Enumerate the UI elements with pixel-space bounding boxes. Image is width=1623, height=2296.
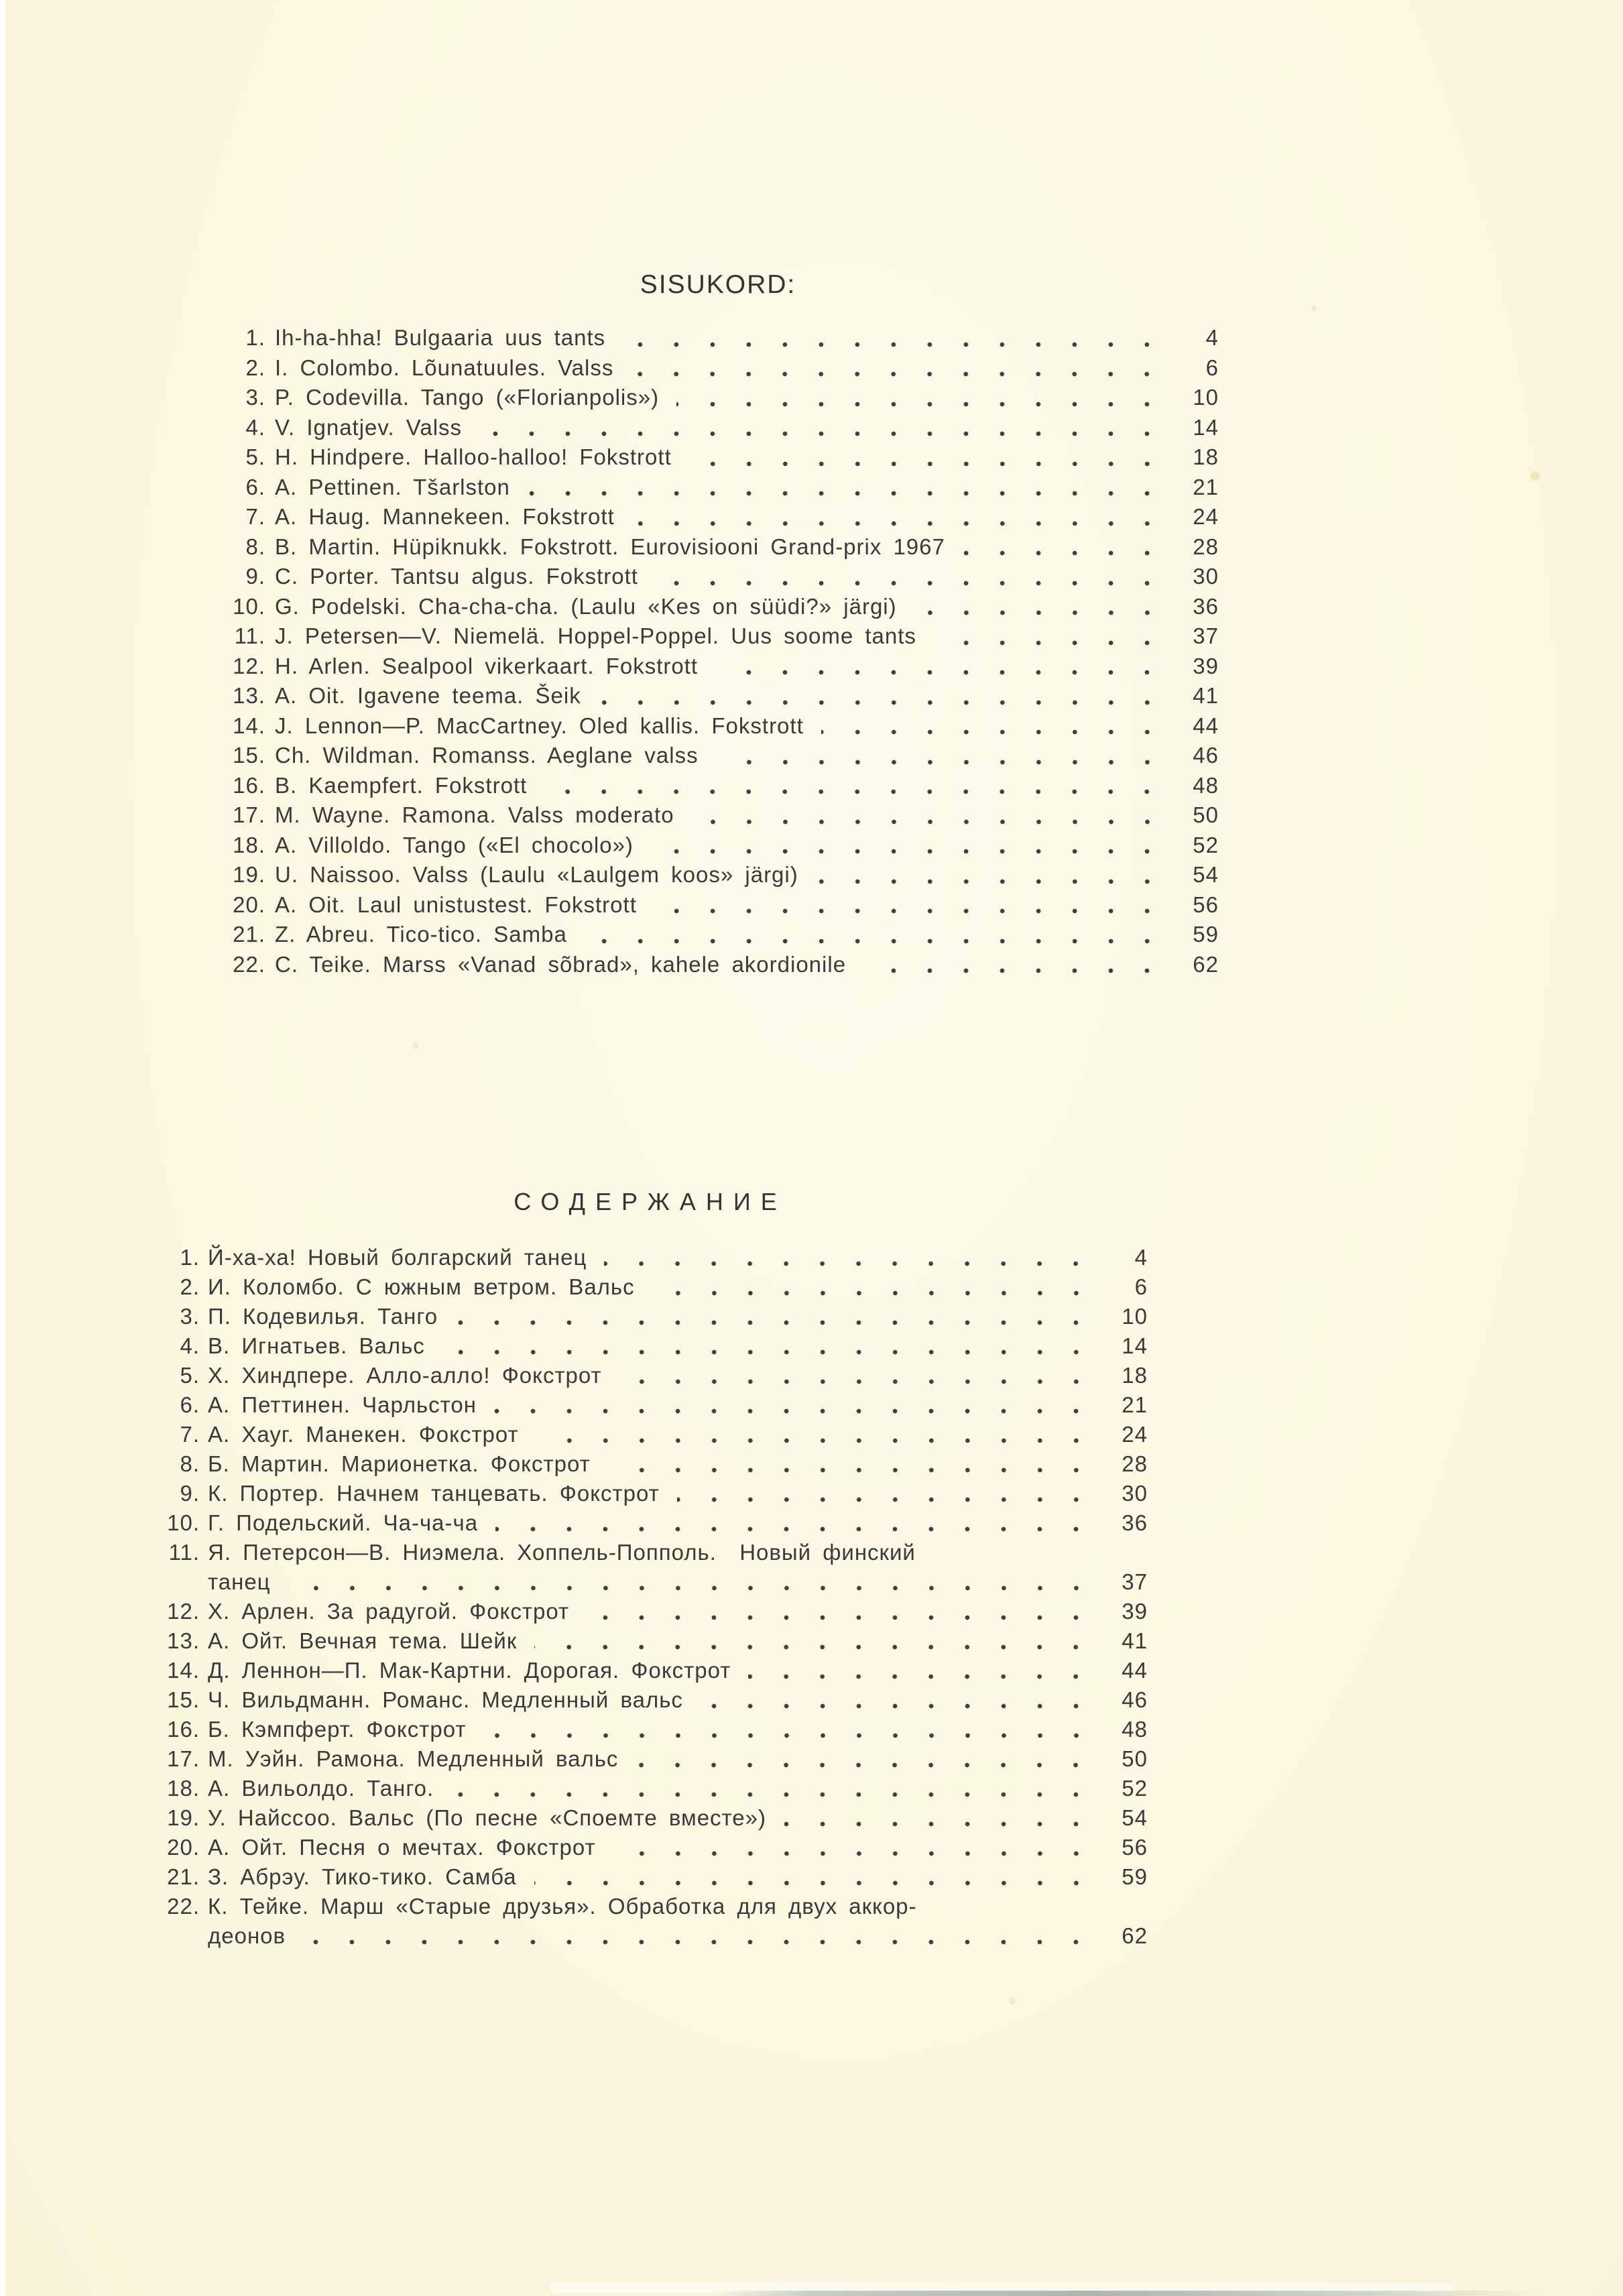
entry-page-number: 6 [1134, 1274, 1148, 1299]
toc-entry-row [217, 532, 1219, 562]
entry-title: H. Arlen. Sealpool vikerkaart. Fokstrott [275, 653, 699, 678]
entry-number: 15. [233, 743, 265, 768]
entry-page-number: 48 [1122, 1717, 1148, 1742]
toc-entry-row [153, 1685, 1148, 1715]
entry-page-number: 18 [1122, 1363, 1148, 1388]
entry-title: Й-ха-ха! Новый болгарский танец [208, 1245, 587, 1270]
dot-leader [585, 920, 1165, 950]
entry-page-number: 24 [1193, 504, 1219, 529]
entry-number: 6. [245, 474, 265, 499]
dot-leader [544, 771, 1165, 801]
entry-title: J. Petersen—V. Niemelä. Hoppel-Poppel. Uus soome tants [275, 623, 916, 648]
entry-page-number: 4 [1205, 325, 1219, 350]
entry-number: 13. [167, 1628, 200, 1653]
entry-page-number: 59 [1193, 922, 1219, 947]
russian-contents-title: СОДЕРЖАНИЕ [514, 1188, 787, 1215]
dot-leader [528, 473, 1165, 503]
toc-entry-row [153, 1479, 1148, 1508]
entry-page-number: 54 [1122, 1805, 1148, 1830]
toc-entry-row [217, 681, 1219, 711]
entry-number: 8. [180, 1451, 200, 1476]
entry-page-number: 56 [1193, 892, 1219, 917]
entry-page-number: 30 [1193, 564, 1219, 589]
entry-page-number: 41 [1122, 1628, 1148, 1653]
dot-leader [652, 1272, 1094, 1302]
entry-number: 21. [233, 922, 265, 947]
entry-page-number: 44 [1193, 713, 1219, 738]
entry-title: М. Уэйн. Рамона. Медленный вальс [208, 1746, 619, 1771]
toc-entry-row [153, 1715, 1148, 1744]
entry-title: Х. Хиндпере. Алло-алло! Фокстрот [208, 1363, 602, 1388]
dot-leader [689, 442, 1165, 473]
dot-leader [656, 562, 1165, 592]
entry-number: 10. [167, 1510, 200, 1535]
entry-title: U. Naissoo. Valss (Laulu «Laulgem koos» järgi) [275, 862, 798, 887]
toc-entry-row [217, 473, 1219, 503]
toc-entry-row [217, 890, 1219, 920]
entry-title: А. Петтинен. Чарльстон [208, 1392, 477, 1417]
russian-contents-section [153, 1188, 1148, 1951]
toc-entry-row [153, 1656, 1148, 1685]
dot-leader [863, 950, 1165, 980]
entry-page-number: 46 [1193, 743, 1219, 768]
entry-page-number: 41 [1193, 683, 1219, 708]
entry-number: 1. [245, 325, 265, 350]
entry-title: A. Oit. Igavene teema. Šeik [275, 683, 581, 708]
entry-page-number: 14 [1193, 414, 1219, 440]
entry-number: 14. [233, 713, 265, 738]
dot-leader [613, 1833, 1094, 1862]
entry-title: J. Lennon—P. MacCartney. Oled kallis. Fokstrott [275, 713, 804, 738]
entry-number: 11. [168, 1540, 200, 1565]
dot-leader [821, 711, 1165, 741]
toc-entry-row [217, 502, 1219, 532]
dot-leader [632, 502, 1165, 532]
dot-leader [651, 831, 1165, 861]
entry-page-number: 52 [1122, 1776, 1148, 1801]
entry-number: 6. [180, 1392, 200, 1417]
entry-number: 22. [167, 1894, 200, 1919]
entry-number: 1. [180, 1245, 200, 1270]
dot-leader [608, 1449, 1094, 1479]
entry-number: 20. [233, 892, 265, 917]
toc-entry-row [153, 1921, 1148, 1951]
dot-leader [534, 1862, 1094, 1892]
toc-entry-row [217, 771, 1219, 801]
entry-title: I. Colombo. Lõunatuules. Valss [275, 355, 614, 380]
toc-entry-row [217, 652, 1219, 682]
entry-page-number: 37 [1122, 1569, 1148, 1594]
toc-entry-row [217, 860, 1219, 890]
toc-entry-row [153, 1272, 1148, 1302]
dot-leader [479, 413, 1165, 443]
entry-number: 20. [167, 1835, 200, 1860]
entry-number: 18. [233, 832, 265, 857]
toc-entry-row [153, 1862, 1148, 1892]
entry-number: 11. [234, 623, 265, 648]
toc-entry-row [153, 1331, 1148, 1361]
entry-page-number: 24 [1122, 1422, 1148, 1447]
entry-page-number: 54 [1193, 862, 1219, 887]
toc-entry-row [217, 800, 1219, 831]
toc-entry-row [217, 950, 1219, 980]
entry-number: 4. [180, 1333, 200, 1358]
entry-number: 22. [233, 951, 265, 977]
toc-entry-row [153, 1449, 1148, 1479]
entry-number: 2. [180, 1274, 200, 1299]
dot-leader [816, 860, 1165, 890]
entry-number: 13. [233, 683, 265, 708]
entry-number: 10. [233, 593, 265, 619]
entry-number: 8. [245, 534, 265, 559]
entry-title: А. Хауг. Манекен. Фокстрот [208, 1422, 519, 1447]
toc-entry-row [217, 741, 1219, 771]
entry-title: Д. Леннон—П. Мак-Картни. Дорогая. Фокстрот [208, 1658, 731, 1683]
entry-number: 3. [245, 385, 265, 410]
toc-entry-row [153, 1243, 1148, 1272]
entry-title: А. Вильолдо. Танго. [208, 1776, 434, 1801]
dot-leader [495, 1508, 1094, 1538]
entry-number: 9. [245, 564, 265, 589]
entry-page-number: 62 [1122, 1923, 1148, 1948]
toc-entry-row [153, 1774, 1148, 1803]
dot-leader [587, 1597, 1094, 1626]
toc-entry-row [153, 1302, 1148, 1331]
toc-entry-row [153, 1390, 1148, 1420]
entry-title: П. Кодевилья. Танго [208, 1304, 438, 1329]
entry-title: A. Oit. Laul unistustest. Fokstrott [275, 892, 637, 917]
entry-page-number: 50 [1122, 1746, 1148, 1771]
dot-leader [303, 1921, 1094, 1951]
entry-number: 16. [233, 772, 265, 798]
toc-entry-row [153, 1626, 1148, 1656]
dot-leader [619, 1361, 1094, 1390]
entry-title: деонов [208, 1923, 286, 1948]
entry-title: З. Абрэу. Тико-тико. Самба [208, 1864, 517, 1889]
entry-number: 12. [167, 1599, 200, 1624]
entry-title: H. Hindpere. Halloo-halloo! Fokstrott [275, 444, 672, 469]
dot-leader [963, 532, 1165, 562]
entry-title: Ч. Вильдманн. Романс. Медленный вальс [208, 1687, 683, 1712]
entry-title: танец [208, 1569, 271, 1594]
dot-leader [716, 741, 1165, 771]
entry-number: 14. [167, 1658, 200, 1683]
dot-leader [455, 1302, 1094, 1331]
entry-page-number: 4 [1134, 1245, 1148, 1270]
entry-number: 17. [167, 1746, 200, 1771]
dot-leader [784, 1803, 1094, 1833]
entry-title: И. Коломбо. С южным ветром. Вальс [208, 1274, 635, 1299]
entry-title: B. Martin. Hüpiknukk. Fokstrott. Eurovisiooni Grand-prix 1967 [275, 534, 945, 559]
entry-title: A. Pettinen. Tšarlston [275, 474, 510, 499]
entry-title: А. Ойт. Песня о мечтах. Фокстрот [208, 1835, 596, 1860]
toc-entry-row [153, 1538, 1148, 1567]
entry-page-number: 6 [1205, 355, 1219, 380]
entry-page-number: 30 [1122, 1481, 1148, 1506]
toc-entry-row [217, 562, 1219, 592]
entry-number: 7. [180, 1422, 200, 1447]
entry-page-number: 14 [1122, 1333, 1148, 1358]
entry-page-number: 36 [1122, 1510, 1148, 1535]
toc-entry-row [217, 383, 1219, 413]
scan-edge-line [711, 2291, 1542, 2296]
dot-leader [604, 1243, 1094, 1272]
entry-title: К. Портер. Начнем танцевать. Фокстрот [208, 1481, 660, 1506]
estonian-contents-section [217, 269, 1219, 979]
dot-leader [935, 1892, 1094, 1921]
toc-entry-row [217, 413, 1219, 443]
toc-entry-row [153, 1361, 1148, 1390]
entry-number: 16. [167, 1717, 200, 1742]
dot-leader [692, 800, 1165, 831]
toc-entry-row [153, 1597, 1148, 1626]
dot-leader [914, 592, 1165, 622]
dot-leader [933, 1538, 1094, 1567]
dot-leader [623, 323, 1165, 353]
entry-page-number: 39 [1193, 653, 1219, 678]
entry-number: 18. [167, 1776, 200, 1801]
entry-title: G. Podelski. Cha-cha-cha. (Laulu «Kes on süüdi?» järgi) [275, 593, 897, 619]
entry-title: В. Игнатьев. Вальс [208, 1333, 425, 1358]
entry-page-number: 44 [1122, 1658, 1148, 1683]
entry-page-number: 59 [1122, 1864, 1148, 1889]
entry-title: Ih-ha-hha! Bulgaaria uus tants [275, 325, 606, 350]
toc-entry-row [217, 353, 1219, 383]
entry-page-number: 21 [1122, 1392, 1148, 1417]
toc-entry-row [217, 711, 1219, 741]
dot-leader [451, 1774, 1094, 1803]
toc-entry-row [153, 1508, 1148, 1538]
dot-leader [599, 681, 1165, 711]
toc-entry-row [153, 1567, 1148, 1597]
entry-page-number: 28 [1122, 1451, 1148, 1476]
russian-contents-list [153, 1243, 1148, 1951]
toc-entry-row [153, 1803, 1148, 1833]
entry-page-number: 21 [1193, 474, 1219, 499]
entry-page-number: 62 [1193, 951, 1219, 977]
entry-title: К. Тейке. Марш «Старые друзья». Обработка для двух аккор- [208, 1894, 917, 1919]
entry-number: 4. [245, 414, 265, 440]
dot-leader [748, 1656, 1094, 1685]
toc-entry-row [217, 442, 1219, 473]
entry-number: 21. [167, 1864, 200, 1889]
dot-leader [676, 383, 1165, 413]
entry-title: P. Codevilla. Tango («Florianpolis») [275, 385, 660, 410]
entry-title: C. Porter. Tantsu algus. Fokstrott [275, 564, 638, 589]
entry-number: 19. [233, 862, 265, 887]
entry-title: Б. Мартин. Марионетка. Фокстрот [208, 1451, 591, 1476]
entry-number: 3. [180, 1304, 200, 1329]
entry-page-number: 18 [1193, 444, 1219, 469]
entry-page-number: 36 [1193, 593, 1219, 619]
dot-leader [701, 1685, 1094, 1715]
dot-leader [654, 890, 1165, 920]
entry-title: Ch. Wildman. Romanss. Aeglane valss [275, 743, 699, 768]
dot-leader [484, 1715, 1095, 1744]
entry-title: A. Haug. Mannekeen. Fokstrott [275, 504, 615, 529]
entry-title: Г. Подельский. Ча-ча-ча [208, 1510, 479, 1535]
entry-number: 5. [245, 444, 265, 469]
dot-leader [631, 353, 1165, 383]
toc-entry-row [153, 1420, 1148, 1449]
entry-title: Х. Арлен. За радугой. Фокстрот [208, 1599, 570, 1624]
toc-entry-row [217, 831, 1219, 861]
entry-number: 2. [245, 355, 265, 380]
entry-number: 9. [180, 1481, 200, 1506]
toc-entry-row [217, 323, 1219, 353]
entry-page-number: 52 [1193, 832, 1219, 857]
entry-title: M. Wayne. Ramona. Valss moderato [275, 802, 674, 827]
entry-title: Z. Abreu. Tico-tico. Samba [275, 922, 567, 947]
entry-number: 17. [233, 802, 265, 827]
dot-leader [677, 1479, 1094, 1508]
entry-page-number: 46 [1122, 1687, 1148, 1712]
dot-leader [636, 1744, 1094, 1774]
entry-page-number: 37 [1193, 623, 1219, 648]
entry-page-number: 48 [1193, 772, 1219, 798]
entry-page-number: 10 [1122, 1304, 1148, 1329]
entry-page-number: 10 [1193, 385, 1219, 410]
entry-number: 12. [233, 653, 265, 678]
toc-entry-row [153, 1833, 1148, 1862]
dot-leader [715, 652, 1165, 682]
entry-number: 5. [180, 1363, 200, 1388]
entry-number: 19. [167, 1805, 200, 1830]
entry-page-number: 28 [1193, 534, 1219, 559]
entry-number: 7. [245, 504, 265, 529]
toc-entry-row [153, 1892, 1148, 1921]
entry-title: C. Teike. Marss «Vanad sõbrad», kahele akordionile [275, 951, 847, 977]
dot-leader [442, 1331, 1094, 1361]
dot-leader [494, 1390, 1094, 1420]
dot-leader [536, 1420, 1094, 1449]
entry-title: А. Ойт. Вечная тема. Шейк [208, 1628, 518, 1653]
entry-title: B. Kaempfert. Fokstrott [275, 772, 528, 798]
dot-leader [288, 1567, 1094, 1597]
estonian-contents-title: SISUKORD: [640, 270, 796, 299]
estonian-contents-list [217, 323, 1219, 979]
entry-title: У. Найссоо. Вальс (По песне «Споемте вместе») [208, 1805, 766, 1830]
entry-title: V. Ignatjev. Valss [275, 414, 463, 440]
entry-title: Я. Петерсон—В. Ниэмела. Хоппель-Попполь. Новый финский [208, 1540, 916, 1565]
entry-page-number: 56 [1122, 1835, 1148, 1860]
entry-number: 15. [167, 1687, 200, 1712]
toc-entry-row [217, 592, 1219, 622]
entry-title: A. Villoldo. Tango («El chocolo») [275, 832, 634, 857]
toc-entry-row [153, 1744, 1148, 1774]
toc-entry-row [217, 920, 1219, 950]
toc-entry-row [217, 621, 1219, 652]
entry-title: Б. Кэмпферт. Фокстрот [208, 1717, 467, 1742]
entry-page-number: 50 [1193, 802, 1219, 827]
dot-leader [934, 621, 1165, 652]
dot-leader [534, 1626, 1094, 1656]
entry-page-number: 39 [1122, 1599, 1148, 1624]
